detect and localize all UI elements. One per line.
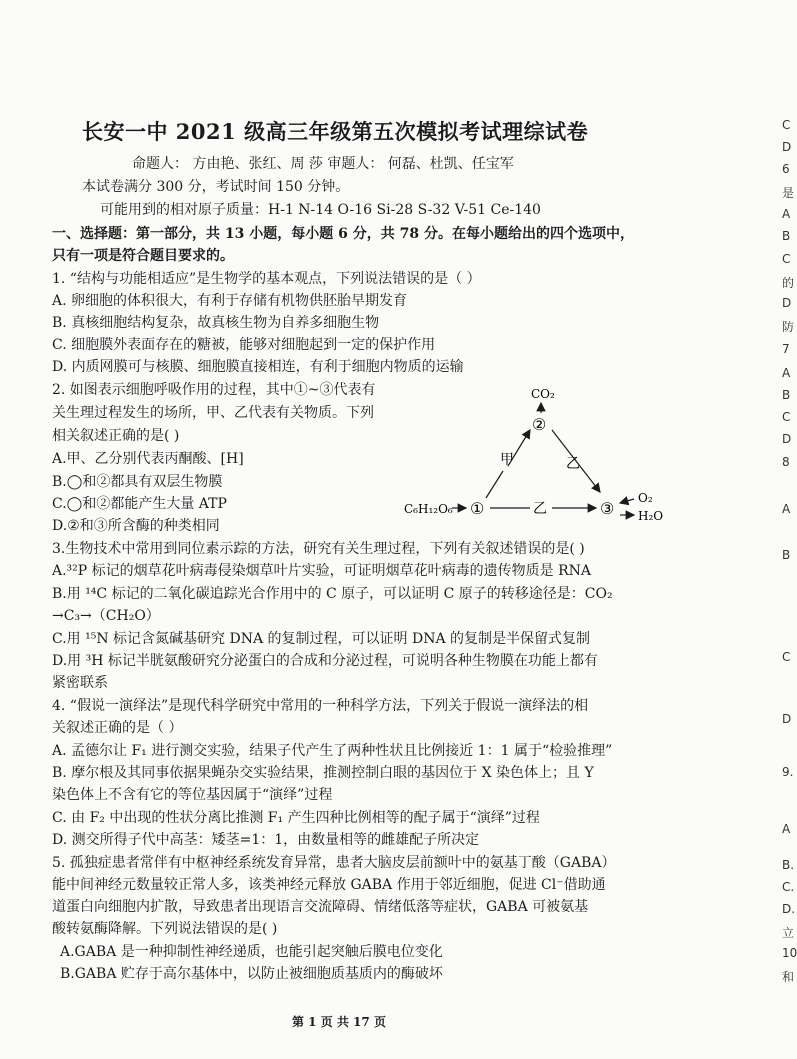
edge-glyph: A <box>782 366 791 380</box>
section-heading-line1: 一、选择题：第一部分，共 13 小题，每小题 6 分，共 78 分。在每小题给出的四个选项中， <box>52 226 634 242</box>
edge-glyph: D <box>782 140 792 154</box>
edge-glyph: D <box>782 296 792 310</box>
atomic-mass-line: 可能用到的相对原子质量：H-1 N-14 O-16 Si-28 S-32 V-51 Ce-140 <box>100 202 541 218</box>
edge-glyph: 是 <box>782 186 795 200</box>
q4-option-b-line1: B. 摩尔根及其同事依据果蝇杂交实验结果，推测控制白眼的基因位于 X 染色体上；且 Y <box>52 765 594 781</box>
q3-option-b-line2: →C₃→（CH₂O） <box>52 608 160 624</box>
edge-glyph: D <box>782 712 792 726</box>
q4-option-c: C. 由 F₂ 中出现的性状分离比推测 F₁ 产生四种比例相等的配子属于“演绎”过程 <box>52 810 540 826</box>
yi-right-label: 乙 <box>566 456 580 472</box>
co2-label: CO₂ <box>531 387 555 401</box>
q3-option-a: A.³²P 标记的烟草花叶病毒侵染烟草叶片实验，可证明烟草花叶病毒的遗传物质是 RNA <box>52 563 592 579</box>
arrow-site1-to-jia <box>486 471 503 498</box>
edge-glyph: B. <box>782 858 795 872</box>
q1-option-c: C. 细胞膜外表面存在的糖被，能够对细胞起到一定的保护作用 <box>52 337 436 353</box>
q3-option-d-line2: 紧密联系 <box>52 675 108 691</box>
q1-option-a: A. 卵细胞的体积很大，有利于存储有机物供胚胎早期发育 <box>52 293 408 309</box>
q2-stem-line2: 关生理过程发生的场所，甲、乙代表有关物质。下列 <box>52 405 374 421</box>
edge-glyph: C <box>782 650 791 664</box>
q2-stem-line1: 2. 如图表示细胞呼吸作用的过程，其中①~③代表有 <box>52 382 376 398</box>
q3-stem: 3.生物技术中常用到同位素示踪的方法，研究有关生理过程，下列有关叙述错误的是( ) <box>52 541 585 557</box>
score-time-line: 本试卷满分 300 分，考试时间 150 分钟。 <box>82 179 350 195</box>
q2-option-a: A.甲、乙分别代表丙酮酸、[H] <box>52 451 244 467</box>
q3-option-d-line1: D.用 ³H 标记半胱氨酸研究分泌蛋白的合成和分泌过程，可说明各种生物膜在功能上都有 <box>52 653 598 669</box>
q4-stem-line2: 关叙述正确的是（ ） <box>52 720 183 736</box>
edge-glyph: B <box>782 548 791 562</box>
q1-option-d: D. 内质网膜可与核膜、细胞膜直接相连，有利于细胞内物质的运输 <box>52 359 464 375</box>
edge-glyph: 防 <box>782 320 795 334</box>
q2-option-c: C.◯和②都能产生大量 ATP <box>52 496 227 512</box>
edge-glyph: 9. <box>782 765 794 779</box>
page-footer: 第 1 页 共 17 页 <box>292 1015 386 1029</box>
edge-glyph: C <box>782 410 791 424</box>
edge-glyph: A <box>782 502 791 516</box>
section-heading-line2: 只有一项是符合题目要求的。 <box>52 248 234 264</box>
h2o-label: H₂O <box>638 509 664 523</box>
q3-option-c: C.用 ¹⁵N 标记含氮碱基研究 DNA 的复制过程，可以证明 DNA 的复制是半保留式复制 <box>52 631 591 647</box>
q2-option-d: D.②和③所含酶的种类相同 <box>52 518 220 534</box>
site-2-label: ② <box>532 415 547 434</box>
page-title: 长安一中 2021 级高三年级第五次模拟考试理综试卷 <box>82 119 589 144</box>
edge-glyph: 7 <box>782 342 790 356</box>
q4-option-a: A. 孟德尔让 F₁ 进行测交实验，结果子代产生了两种性状且比例接近 1：1 属于“检验推理” <box>52 743 613 759</box>
site-1-label: ① <box>470 499 485 518</box>
edge-glyph: 8 <box>782 455 790 469</box>
edge-glyph: 和 <box>782 970 795 984</box>
edge-glyph: B <box>782 388 791 402</box>
q4-stem-line1: 4. “假说一演绎法”是现代科学研究中常用的一种科学方法，下列关于假说一演绎法的相 <box>52 698 589 714</box>
q5-stem-line2: 能中间神经元数量较正常人多，该类神经元释放 GABA 作用于邻近细胞，促进 Cl⁻借助通 <box>52 877 606 893</box>
q5-option-b: B.GABA 贮存于高尔基体中，以防止被细胞质基质内的酶破坏 <box>60 966 443 982</box>
q1-option-b: B. 真核细胞结构复杂，故真核生物为自养多细胞生物 <box>52 315 380 331</box>
q5-stem-line3: 道蛋白向细胞内扩散，导致患者出现语言交流障碍、情绪低落等症状，GABA 可被氨基 <box>52 899 589 915</box>
glucose-label: C₆H₁₂O₆ <box>404 502 453 516</box>
site-3-label: ③ <box>600 499 615 518</box>
edge-glyph: 立 <box>782 926 795 940</box>
respiration-diagram <box>400 380 700 530</box>
edge-glyph: C <box>782 118 791 132</box>
edge-glyph: 6 <box>782 162 790 176</box>
q4-option-d: D. 测交所得子代中高茎：矮茎=1：1，由数量相等的雌雄配子所决定 <box>52 832 480 848</box>
edge-glyph: C <box>782 252 791 266</box>
edge-glyph: 10 <box>782 946 797 960</box>
edge-glyph: D <box>782 432 792 446</box>
q3-option-b-line1: B.用 ¹⁴C 标记的二氧化碳追踪光合作用中的 C 原子，可以证明 C 原子的转移途径是：CO₂ <box>52 586 613 602</box>
jia-label: 甲 <box>500 452 514 468</box>
edge-glyph: 的 <box>782 276 795 290</box>
q5-stem-line4: 酸转氨酶降解。下列说法错误的是( ) <box>52 921 278 937</box>
edge-glyph: D. <box>782 902 796 916</box>
edge-glyph: B <box>782 229 791 243</box>
q1-stem: 1. “结构与功能相适应”是生物学的基本观点，下列说法错误的是（ ） <box>52 271 481 287</box>
edge-glyph: A <box>782 822 791 836</box>
yi-bottom-label: 乙 <box>533 501 547 517</box>
edge-glyph: A <box>782 207 791 221</box>
arrow-o2-to-site3 <box>620 499 634 503</box>
q2-option-b: B.◯和②都具有双层生物膜 <box>52 474 223 490</box>
o2-label: O₂ <box>638 491 653 505</box>
q4-option-b-line2: 染色体上不含有它的等位基因属于“演绎”过程 <box>52 787 333 803</box>
edge-glyph: C. <box>782 880 795 894</box>
q5-stem-line1: 5. 孤独症患者常伴有中枢神经系统发育异常，患者大脑皮层前额叶中的氨基丁酸（GABA） <box>52 855 616 871</box>
q2-stem-line3: 相关叙述正确的是( ) <box>52 428 180 444</box>
authors-line: 命题人： 方由艳、张红、周 莎 审题人： 何磊、杜凯、任宝军 <box>132 156 514 172</box>
q5-option-a: A.GABA 是一种抑制性神经递质，也能引起突触后膜电位变化 <box>60 944 443 960</box>
